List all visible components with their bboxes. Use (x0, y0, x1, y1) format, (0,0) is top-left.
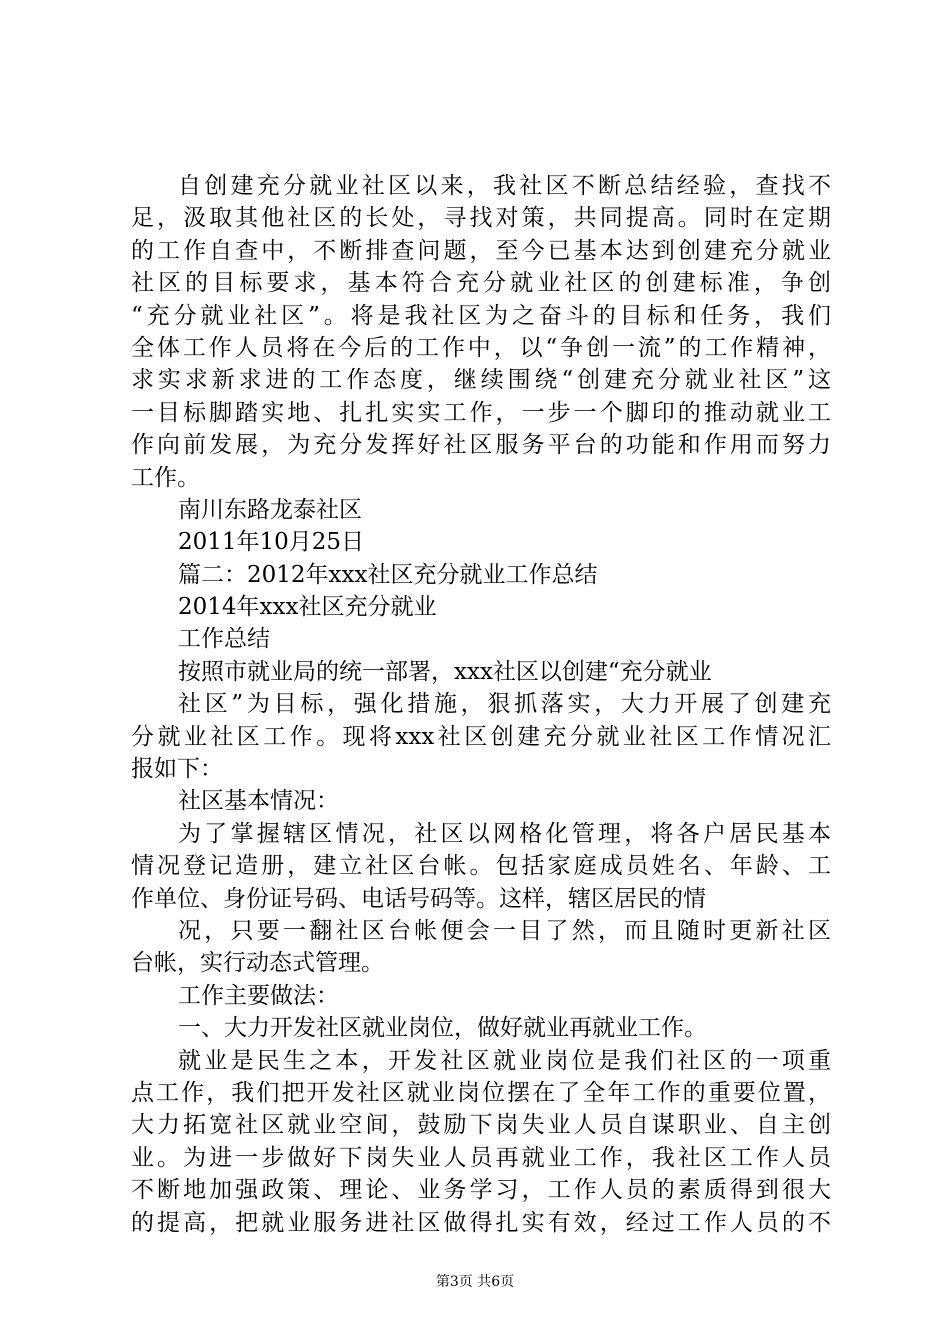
text-line: 不断地加强政策、理论、业务学习，工作人员的素质得到很大 (131, 1177, 831, 1204)
text-line: 作向前发展，为充分发挥好社区服务平台的功能和作用而努力 (131, 432, 831, 459)
text-line: 工作。 (131, 464, 200, 491)
text-line: 按照市就业局的统一部署，xxx社区以创建“充分就业 (178, 658, 712, 685)
text-line: 南川东路龙泰社区 (178, 496, 362, 523)
text-line: “充分就业社区”。将是我社区为之奋斗的目标和任务，我们 (131, 302, 831, 329)
text-line: 工作总结 (178, 626, 270, 653)
text-line: 2011年10月25日 (178, 529, 365, 556)
text-line: 一目标脚踏实地、扎扎实实工作，一步一个脚印的推动就业工 (131, 399, 831, 426)
text-line: 求实求新求进的工作态度，继续围绕“创建充分就业社区”这 (131, 367, 831, 394)
text-line: 社区”为目标，强化措施，狠抓落实，大力开展了创建充 (178, 691, 831, 718)
text-line: 作单位、身份证号码、电话号码等。这样，辖区居民的情 (131, 885, 706, 912)
text-line: 一、大力开发社区就业岗位，做好就业再就业工作。 (178, 1015, 707, 1042)
text-line: 工作主要做法： (178, 982, 339, 1009)
text-line: 就业是民生之本，开发社区就业岗位是我们社区的一项重 (178, 1047, 831, 1074)
text-line: 足，汲取其他社区的长处，寻找对策，共同提高。同时在定期 (131, 205, 831, 232)
text-line: 自创建充分就业社区以来，我社区不断总结经验，查找不 (178, 173, 831, 199)
text-line: 社区基本情况： (178, 788, 339, 815)
text-line: 2014年xxx社区充分就业 (178, 594, 437, 621)
text-line: 全体工作人员将在今后的工作中，以“争创一流”的工作精神， (131, 334, 831, 361)
text-line: 的工作自查中，不断排查问题，至今已基本达到创建充分就业 (131, 237, 831, 264)
text-line: 的提高，把就业服务进社区做得扎实有效，经过工作人员的不 (131, 1209, 831, 1236)
document-body (131, 170, 831, 1239)
text-line: 业。为进一步做好下岗失业人员再就业工作，我社区工作人员 (131, 1144, 831, 1171)
text-line: 况，只要一翻社区台帐便会一目了然，而且随时更新社区 (178, 917, 831, 944)
text-line: 社区的目标要求，基本符合充分就业社区的创建标准，争创 (131, 270, 831, 297)
text-line: 报如下： (131, 756, 223, 783)
page-footer: 第3页 共6页 (435, 1274, 515, 1290)
text-line: 台帐，实行动态式管理。 (131, 950, 384, 977)
text-line: 为了掌握辖区情况，社区以网格化管理，将各户居民基本 (178, 820, 831, 847)
text-line: 情况登记造册，建立社区台帐。包括家庭成员姓名、年龄、工 (131, 853, 831, 880)
text-line: 点工作，我们把开发社区就业岗位摆在了全年工作的重要位置， (131, 1079, 831, 1106)
text-line: 大力拓宽社区就业空间，鼓励下岗失业人员自谋职业、自主创 (131, 1112, 831, 1139)
text-line: 分就业社区工作。现将xxx社区创建充分就业社区工作情况汇 (131, 723, 831, 750)
text-line: 篇二：2012年xxx社区充分就业工作总结 (178, 561, 598, 588)
